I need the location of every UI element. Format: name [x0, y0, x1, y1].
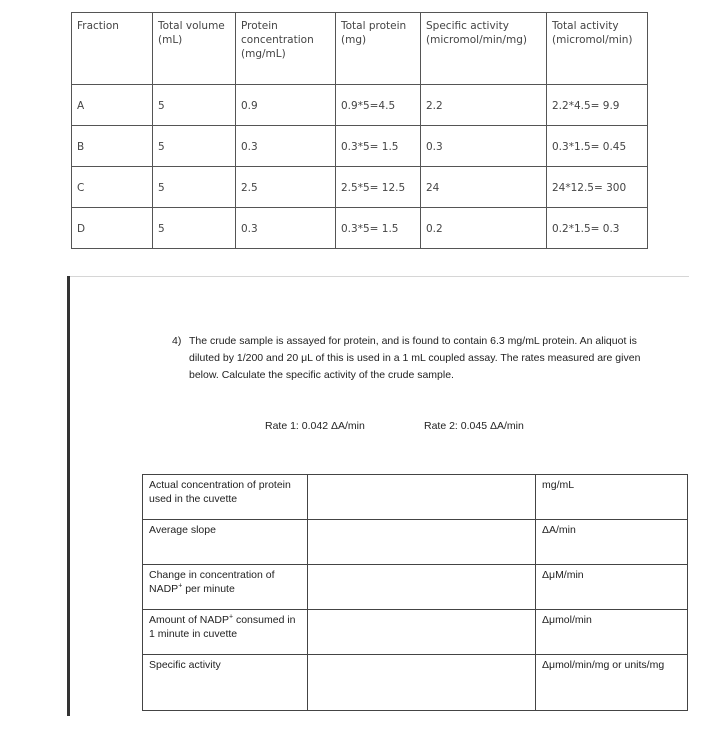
cell-specific-activity: 0.3 [421, 126, 547, 167]
row-label [143, 610, 308, 655]
table-row [143, 565, 688, 610]
table-row [143, 655, 688, 711]
answer-cell[interactable] [308, 520, 536, 565]
table-row [72, 126, 648, 167]
header-total-protein: Total protein (mg) [336, 13, 421, 85]
cell-specific-activity: 24 [421, 167, 547, 208]
label-text: Amount of NADP [149, 614, 229, 626]
superscript-plus: + [178, 582, 183, 590]
table-row [143, 520, 688, 565]
label-text: consumed in 1 minute in cuvette [149, 614, 296, 640]
question-number: 4) [172, 335, 182, 347]
header-total-activity: Total activity (micromol/min) [547, 13, 648, 85]
cell-protein-concentration: 0.3 [236, 208, 336, 249]
unit-cell: Δμmol/min/mg or units/mg [536, 655, 688, 711]
label-text: Change in concentration of NADP [149, 569, 275, 595]
cell-total-protein: 0.9*5=4.5 [336, 85, 421, 126]
fraction-table-header-row [72, 13, 648, 85]
row-label: Actual concentration of protein used in the cuvette [143, 475, 308, 520]
cell-fraction: A [72, 85, 153, 126]
answer-cell[interactable] [308, 655, 536, 711]
cell-total-activity: 24*12.5= 300 [547, 167, 648, 208]
cell-total-protein: 0.3*5= 1.5 [336, 208, 421, 249]
unit-cell: ΔμM/min [536, 565, 688, 610]
header-fraction: Fraction [72, 13, 153, 85]
table-row [143, 475, 688, 520]
cell-total-activity: 0.3*1.5= 0.45 [547, 126, 648, 167]
cell-fraction: D [72, 208, 153, 249]
label-text: per minute [182, 583, 235, 595]
superscript-plus: + [228, 613, 234, 621]
cell-protein-concentration: 0.3 [236, 126, 336, 167]
unit-cell: ΔA/min [536, 520, 688, 565]
question-4 [172, 333, 642, 384]
row-label: Specific activity [143, 655, 308, 711]
table-row [72, 167, 648, 208]
header-protein-concentration: Protein concentration (mg/mL) [236, 13, 336, 85]
cell-total-volume: 5 [153, 208, 236, 249]
cell-specific-activity: 0.2 [421, 208, 547, 249]
left-margin-bar [67, 276, 70, 716]
row-label: Average slope [143, 520, 308, 565]
answer-table [142, 474, 688, 711]
header-specific-activity: Specific activity (micromol/min/mg) [421, 13, 547, 85]
answer-cell[interactable] [308, 610, 536, 655]
section-divider [67, 276, 689, 277]
cell-fraction: C [72, 167, 153, 208]
cell-protein-concentration: 2.5 [236, 167, 336, 208]
answer-cell[interactable] [308, 565, 536, 610]
cell-total-volume: 5 [153, 167, 236, 208]
cell-total-volume: 5 [153, 126, 236, 167]
table-row [72, 208, 648, 249]
cell-total-activity: 0.2*1.5= 0.3 [547, 208, 648, 249]
header-total-volume: Total volume (mL) [153, 13, 236, 85]
row-label [143, 565, 308, 610]
answer-cell[interactable] [308, 475, 536, 520]
rate-1: Rate 1: 0.042 ΔA/min [265, 420, 365, 432]
unit-cell: Δμmol/min [536, 610, 688, 655]
cell-total-activity: 2.2*4.5= 9.9 [547, 85, 648, 126]
cell-total-protein: 2.5*5= 12.5 [336, 167, 421, 208]
rate-2: Rate 2: 0.045 ΔA/min [424, 420, 524, 432]
table-row [143, 610, 688, 655]
cell-fraction: B [72, 126, 153, 167]
cell-protein-concentration: 0.9 [236, 85, 336, 126]
fraction-table [71, 12, 648, 249]
question-text: The crude sample is assayed for protein, and is found to contain 6.3 mg/mL protein. An aliquot is diluted by 1/200 and 20 μL of this is used in a 1 mL coupled assay. The rates measured are given below. Calculate the specific activity of the crude sample. [189, 335, 641, 381]
cell-specific-activity: 2.2 [421, 85, 547, 126]
cell-total-protein: 0.3*5= 1.5 [336, 126, 421, 167]
cell-total-volume: 5 [153, 85, 236, 126]
table-row [72, 85, 648, 126]
unit-cell: mg/mL [536, 475, 688, 520]
